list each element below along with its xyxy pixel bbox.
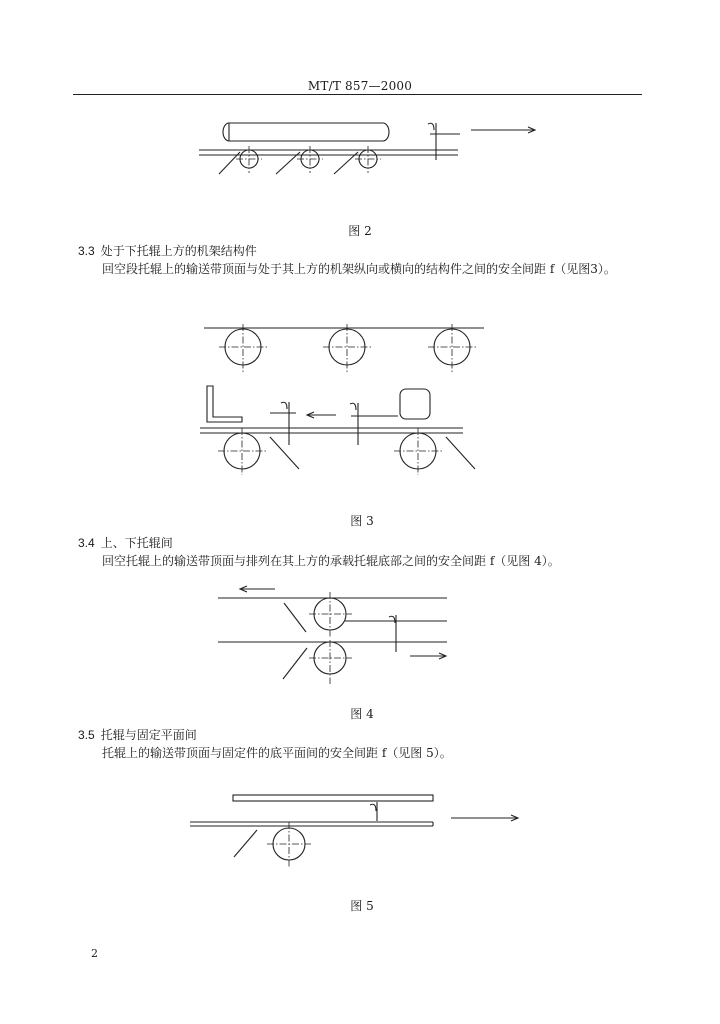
- section-3-4-title: [78, 534, 173, 551]
- page-header: MT/T 857—2000: [307, 79, 413, 93]
- figure-4-caption: 图 4: [350, 707, 374, 721]
- figure-3-caption: 图 3: [350, 514, 374, 528]
- section-3-5-title: [78, 726, 197, 743]
- pinch-arrow: [270, 437, 299, 469]
- fixed-plate: [233, 795, 433, 801]
- section-3-4-body: 回空托辊上的输送带顶面与排列在其上方的承载托辊底部之间的安全间距 f（见图 4）。: [102, 554, 560, 568]
- section-heading: 托辊与固定平面间: [100, 728, 197, 742]
- section-number: 3.4: [78, 536, 95, 550]
- conveyor-belt-loaded: [229, 123, 389, 141]
- page-number: 2: [91, 947, 98, 960]
- figure-5-diagram: [0, 785, 720, 875]
- section-heading: 上、下托辊间: [100, 536, 173, 550]
- figure-3-diagram: [0, 315, 720, 475]
- section-heading: 处于下托辊上方的机架结构件: [100, 244, 257, 258]
- figure-5-caption: 图 5: [350, 899, 374, 913]
- section-3-3-body: 回空段托辊上的输送带顶面与处于其上方的机架纵向或横向的结构件之间的安全间距 f（见图3）。: [102, 262, 616, 276]
- pinch-arrow: [234, 830, 257, 857]
- figure-2-caption: 图 2: [348, 224, 372, 238]
- section-3-3-title: [78, 242, 257, 259]
- pinch-arrow: [284, 603, 306, 632]
- figure-2-diagram: [0, 110, 720, 180]
- section-number: 3.5: [78, 728, 95, 742]
- angle-frame-member: [207, 386, 242, 422]
- header-rule: [73, 94, 642, 95]
- section-number: 3.3: [78, 244, 95, 258]
- square-frame-member: [400, 389, 430, 419]
- pinch-arrow: [283, 648, 307, 679]
- pinch-arrow: [446, 437, 475, 469]
- figure-4-diagram: [0, 580, 720, 690]
- section-3-5-body: 托辊上的输送带顶面与固定件的底平面间的安全间距 f（见图 5）。: [102, 746, 452, 760]
